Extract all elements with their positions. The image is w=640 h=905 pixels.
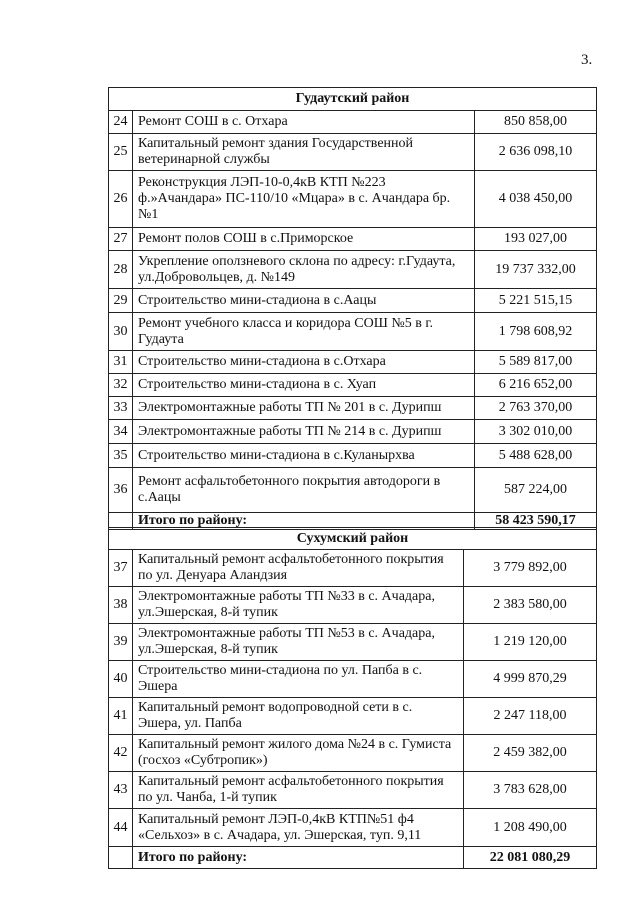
- table-row: [109, 289, 597, 313]
- row-description: Строительство мини-стадиона в с.Аацы: [133, 289, 475, 313]
- row-number: 35: [109, 444, 133, 468]
- row-amount: 2 459 382,00: [464, 735, 597, 772]
- row-description: Строительство мини-стадиона в с.Куланырхва: [133, 444, 475, 468]
- table-row: [109, 228, 597, 251]
- row-amount: 3 783 628,00: [464, 772, 597, 809]
- row-amount: 2 247 118,00: [464, 698, 597, 735]
- row-amount: 3 779 892,00: [464, 550, 597, 587]
- row-number: 28: [109, 251, 133, 289]
- row-amount: 5 488 628,00: [475, 444, 597, 468]
- row-description: Укрепление оползневого склона по адресу: г.Гудаута, ул.Добровольцев, д. №149: [133, 251, 475, 289]
- row-amount: 6 216 652,00: [475, 374, 597, 397]
- total-amount: 22 081 080,29: [464, 847, 597, 869]
- row-amount: 19 737 332,00: [475, 251, 597, 289]
- row-number: 39: [109, 624, 133, 661]
- table-row: [109, 171, 597, 228]
- row-amount: 193 027,00: [475, 228, 597, 251]
- row-number: 42: [109, 735, 133, 772]
- row-number: 41: [109, 698, 133, 735]
- row-amount: 4 999 870,29: [464, 661, 597, 698]
- row-amount: 1 219 120,00: [464, 624, 597, 661]
- row-number: 30: [109, 313, 133, 351]
- table-row: [109, 313, 597, 351]
- table-row: [109, 468, 597, 513]
- section-title: Сухумский район: [109, 528, 597, 550]
- row-number: 38: [109, 587, 133, 624]
- row-description: Капитальный ремонт здания Государственной ветеринарной службы: [133, 134, 475, 171]
- table-row: [109, 111, 597, 134]
- row-description: Реконструкция ЛЭП-10-0,4кВ КТП №223 ф.»Ачандара» ПС-110/10 «Мцара» в с. Ачандара бр. №1: [133, 171, 475, 228]
- table-row: [109, 772, 597, 809]
- table-row: [109, 397, 597, 420]
- table-row: [109, 420, 597, 444]
- row-number: 31: [109, 351, 133, 374]
- row-amount: 1 208 490,00: [464, 809, 597, 847]
- row-description: Капитальный ремонт водопроводной сети в с. Эшера, ул. Папба: [133, 698, 464, 735]
- table-row: [109, 661, 597, 698]
- row-description: Капитальный ремонт асфальтобетонного покрытия по ул. Денуара Аландзия: [133, 550, 464, 587]
- table-row: [109, 550, 597, 587]
- row-description: Ремонт учебного класса и коридора СОШ №5 в г. Гудаута: [133, 313, 475, 351]
- row-number: 27: [109, 228, 133, 251]
- table-row: [109, 251, 597, 289]
- total-amount: 58 423 590,17: [475, 513, 597, 530]
- row-amount: 2 383 580,00: [464, 587, 597, 624]
- row-description: Капитальный ремонт ЛЭП-0,4кВ КТП№51 ф4 «Сельхоз» в с. Ачадара, ул. Эшерская, туп. 9,11: [133, 809, 464, 847]
- page-number: 3.: [581, 52, 593, 68]
- row-number: 36: [109, 468, 133, 513]
- table-row: [109, 444, 597, 468]
- section-title: Гудаутский район: [109, 88, 597, 111]
- table-row: [109, 809, 597, 847]
- row-amount: 5 221 515,15: [475, 289, 597, 313]
- table-row: [109, 735, 597, 772]
- total-label: Итого по району:: [133, 513, 475, 530]
- table-row: [109, 374, 597, 397]
- row-number: 25: [109, 134, 133, 171]
- row-amount: 850 858,00: [475, 111, 597, 134]
- row-description: Капитальный ремонт асфальтобетонного покрытия по ул. Чанба, 1-й тупик: [133, 772, 464, 809]
- row-amount: 2 763 370,00: [475, 397, 597, 420]
- row-description: Капитальный ремонт жилого дома №24 в с. Гумиста (госхоз «Субтропик»): [133, 735, 464, 772]
- row-amount: 2 636 098,10: [475, 134, 597, 171]
- table-row: [109, 587, 597, 624]
- row-description: Электромонтажные работы ТП №33 в с. Ачадара, ул.Эшерская, 8-й тупик: [133, 587, 464, 624]
- row-description: Ремонт асфальтобетонного покрытия автодороги в с.Аацы: [133, 468, 475, 513]
- row-description: Электромонтажные работы ТП № 214 в с. Дурипш: [133, 420, 475, 444]
- sukhum-district-table: [108, 527, 597, 869]
- row-number: 43: [109, 772, 133, 809]
- row-number: 26: [109, 171, 133, 228]
- row-description: Ремонт полов СОШ в с.Приморское: [133, 228, 475, 251]
- total-spacer: [109, 847, 133, 869]
- row-number: 37: [109, 550, 133, 587]
- row-description: Строительство мини-стадиона в с.Отхара: [133, 351, 475, 374]
- table-row: [109, 134, 597, 171]
- row-amount: 4 038 450,00: [475, 171, 597, 228]
- section-header-row: [109, 88, 597, 111]
- row-description: Строительство мини-стадиона в с. Хуап: [133, 374, 475, 397]
- row-number: 24: [109, 111, 133, 134]
- row-amount: 1 798 608,92: [475, 313, 597, 351]
- row-description: Электромонтажные работы ТП №53 в с. Ачадара, ул.Эшерская, 8-й тупик: [133, 624, 464, 661]
- row-amount: 3 302 010,00: [475, 420, 597, 444]
- row-number: 33: [109, 397, 133, 420]
- row-number: 32: [109, 374, 133, 397]
- gudauta-district-table: [108, 87, 597, 530]
- table-row: [109, 624, 597, 661]
- row-amount: 587 224,00: [475, 468, 597, 513]
- row-description: Ремонт СОШ в с. Отхара: [133, 111, 475, 134]
- section-header-row: [109, 528, 597, 550]
- row-description: Электромонтажные работы ТП № 201 в с. Дурипш: [133, 397, 475, 420]
- row-number: 40: [109, 661, 133, 698]
- row-number: 34: [109, 420, 133, 444]
- total-row: [109, 847, 597, 869]
- row-description: Строительство мини-стадиона по ул. Папба в с. Эшера: [133, 661, 464, 698]
- row-number: 44: [109, 809, 133, 847]
- table-row: [109, 698, 597, 735]
- table-row: [109, 351, 597, 374]
- row-amount: 5 589 817,00: [475, 351, 597, 374]
- total-label: Итого по району:: [133, 847, 464, 869]
- row-number: 29: [109, 289, 133, 313]
